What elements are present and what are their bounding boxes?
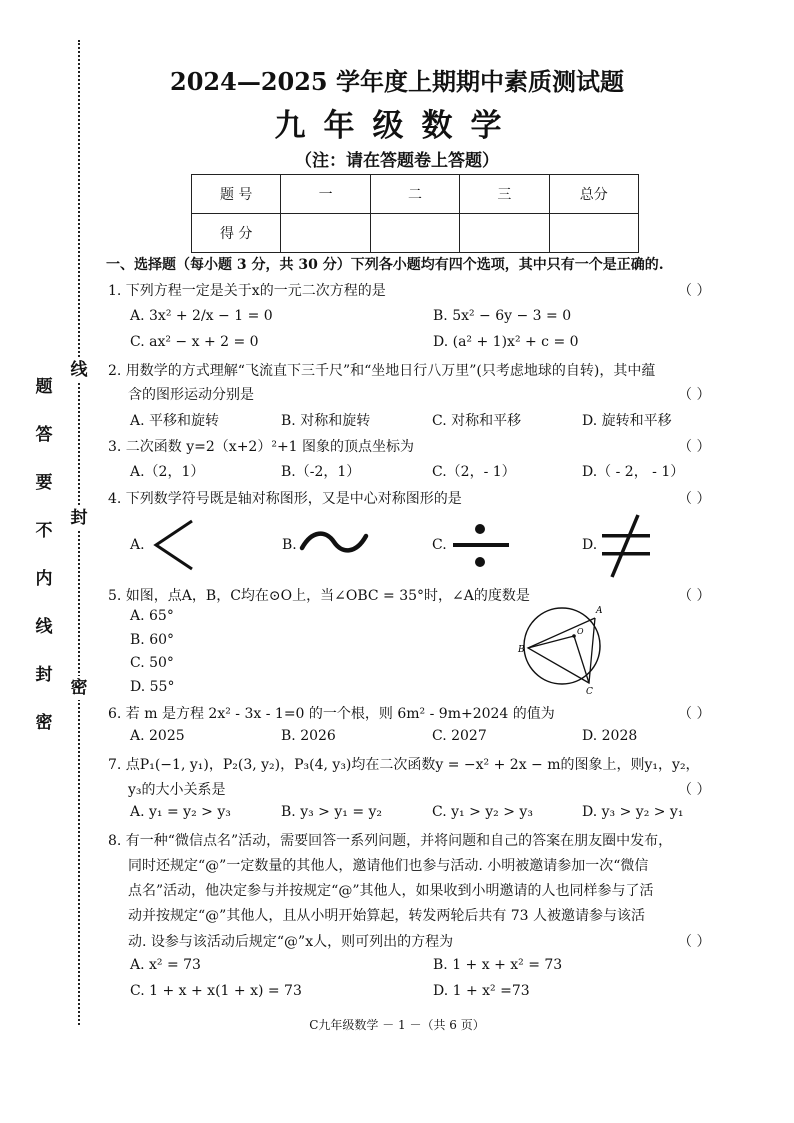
q5-stem: 5. 如图，点A，B，C均在⊙O上，当∠OBC = 35°时，∠A的度数是 — [108, 588, 530, 604]
binding-secret-label: 密 — [67, 676, 91, 700]
q4-option-b: B. — [282, 537, 297, 553]
q5-option-a: A. 65° — [130, 608, 174, 624]
q6-option-b: B. 2026 — [281, 728, 336, 744]
q2-option-a: A. 平移和旋转 — [130, 413, 220, 429]
q6-option-c: C. 2027 — [432, 728, 487, 744]
q2-option-d: D. 旋转和平移 — [582, 413, 672, 429]
q7-option-c: C. y₁ > y₂ > y₃ — [432, 804, 533, 820]
q2-stem-line2: 含的图形运动分别是 — [128, 387, 254, 403]
score-header-cell: 二 — [370, 175, 459, 214]
q3-answer-paren[interactable]: （ ） — [678, 439, 711, 455]
score-cell[interactable] — [281, 214, 370, 253]
q5-answer-paren[interactable]: （ ） — [678, 588, 711, 604]
score-table — [191, 174, 639, 253]
q5-option-b: B. 60° — [130, 632, 175, 648]
section-heading: 一、选择题（每小题 3 分，共 30 分）下列各小题均有四个选项，其中只有一个是正确的. — [106, 257, 664, 273]
q6-stem: 6. 若 m 是方程 2x² - 3x - 1=0 的一个根，则 6m² - 9m+2024 的值为 — [108, 706, 555, 722]
score-cell[interactable] — [370, 214, 459, 253]
q8-stem-line2: 同时还规定“@”一定数量的其他人，邀请他们也参与活动. 小明被邀请参加一次“微信 — [128, 858, 649, 874]
q8-answer-paren[interactable]: （ ） — [678, 934, 711, 950]
q7-stem-line1: 7. 点P₁(−1, y₁)，P₂(3, y₂)，P₃(4, y₃)均在二次函数y = −x² + 2x − m的图象上，则y₁，y₂， — [108, 757, 700, 773]
q8-option-c: C. 1 + x + x(1 + x) = 73 — [130, 983, 302, 999]
score-cell[interactable] — [549, 214, 638, 253]
score-header-cell: 总分 — [549, 175, 638, 214]
q6-answer-paren[interactable]: （ ） — [678, 706, 711, 722]
q8-stem-line4: 动并按规定“@”其他人，且从小明开始算起，转发两轮后共有 73 人被邀请参与该活 — [128, 908, 646, 924]
q7-answer-paren[interactable]: （ ） — [678, 782, 711, 798]
q3-option-a: A.（2，1） — [130, 464, 205, 480]
q7-stem-line2: y₃的大小关系是 — [128, 782, 226, 798]
score-cell[interactable] — [460, 214, 549, 253]
q4-option-c: C. — [432, 537, 447, 553]
q7-option-a: A. y₁ = y₂ > y₃ — [130, 804, 231, 820]
point-a-label: A — [596, 606, 603, 616]
point-c-label: C — [586, 687, 593, 696]
q6-option-d: D. 2028 — [582, 728, 638, 744]
q3-option-b: B.（-2，1） — [281, 464, 361, 480]
q6-option-a: A. 2025 — [130, 728, 185, 744]
q8-option-b: B. 1 + x + x² = 73 — [433, 957, 563, 973]
q2-option-c: C. 对称和平移 — [432, 413, 522, 429]
division-symbol-icon — [450, 520, 512, 572]
binding-seal-label: 封 — [67, 506, 91, 530]
q1-stem: 1. 下列方程一定是关于x的一元二次方程的是 — [108, 283, 386, 299]
q1-option-a: A. 3x² + 2/x − 1 = 0 — [130, 308, 273, 324]
q4-option-a: A. — [130, 537, 145, 553]
q2-stem-line1: 2. 用数学的方式理解“飞流直下三千尺”和“坐地日行八万里”(只考虑地球的自转)，其中蕴 — [108, 363, 656, 379]
point-b-label: B — [518, 645, 525, 655]
q3-option-c: C.（2，- 1） — [432, 464, 516, 480]
q4-answer-paren[interactable]: （ ） — [678, 491, 711, 507]
q3-option-d: D.（ - 2， - 1） — [582, 464, 685, 480]
q4-option-d: D. — [582, 537, 598, 553]
q2-answer-paren[interactable]: （ ） — [678, 387, 711, 403]
q1-option-c: C. ax² − x + 2 = 0 — [130, 334, 259, 350]
q5-circle-figure — [512, 596, 608, 696]
q7-option-d: D. y₃ > y₂ > y₁ — [582, 804, 684, 820]
binding-dotted-line — [78, 40, 80, 1025]
q7-option-b: B. y₃ > y₁ = y₂ — [281, 804, 383, 820]
score-header-cell: 三 — [460, 175, 549, 214]
score-header-cell: 题 号 — [192, 175, 281, 214]
less-than-symbol-icon — [150, 518, 195, 572]
score-header-cell: 一 — [281, 175, 370, 214]
binding-line-label: 线 — [67, 358, 91, 382]
tilde-symbol-icon — [298, 528, 370, 558]
binding-warning-text: 题 答 要 不 内 线 封 密 — [35, 377, 53, 733]
q3-stem: 3. 二次函数 y=2（x+2）²+1 图象的顶点坐标为 — [108, 439, 415, 455]
q8-stem-line3: 点名”活动，他决定参与并按规定“@”其他人，如果收到小明邀请的人也同样参与了活 — [128, 883, 654, 899]
q8-option-a: A. x² = 73 — [130, 957, 201, 973]
q2-option-b: B. 对称和旋转 — [281, 413, 371, 429]
q5-option-d: D. 55° — [130, 679, 175, 695]
q8-stem-line1: 8. 有一种“微信点名”活动，需要回答一系列问题，并将问题和自己的答案在朋友圈中发布， — [108, 833, 673, 849]
point-o-label: O — [577, 627, 584, 636]
q1-option-b: B. 5x² − 6y − 3 = 0 — [433, 308, 572, 324]
q5-option-c: C. 50° — [130, 655, 174, 671]
q8-stem-line5: 动. 设参与该活动后规定“@”x人，则可列出的方程为 — [128, 934, 454, 950]
answer-note: （注：请在答题卷上答题） — [295, 151, 499, 171]
exam-title: 2024—2025 学年度上期期中素质测试题 — [170, 67, 624, 96]
score-row-label: 得 分 — [192, 214, 281, 253]
q1-option-d: D. (a² + 1)x² + c = 0 — [433, 334, 579, 350]
subject-title: 九年级数学 — [274, 108, 520, 144]
page-footer: C九年级数学 － 1 －（共 6 页） — [309, 1018, 485, 1032]
q1-answer-paren[interactable]: （ ） — [678, 283, 711, 299]
q8-option-d: D. 1 + x² =73 — [433, 983, 530, 999]
not-equal-symbol-icon — [598, 512, 654, 580]
q4-stem: 4. 下列数学符号既是轴对称图形，又是中心对称图形的是 — [108, 491, 462, 507]
